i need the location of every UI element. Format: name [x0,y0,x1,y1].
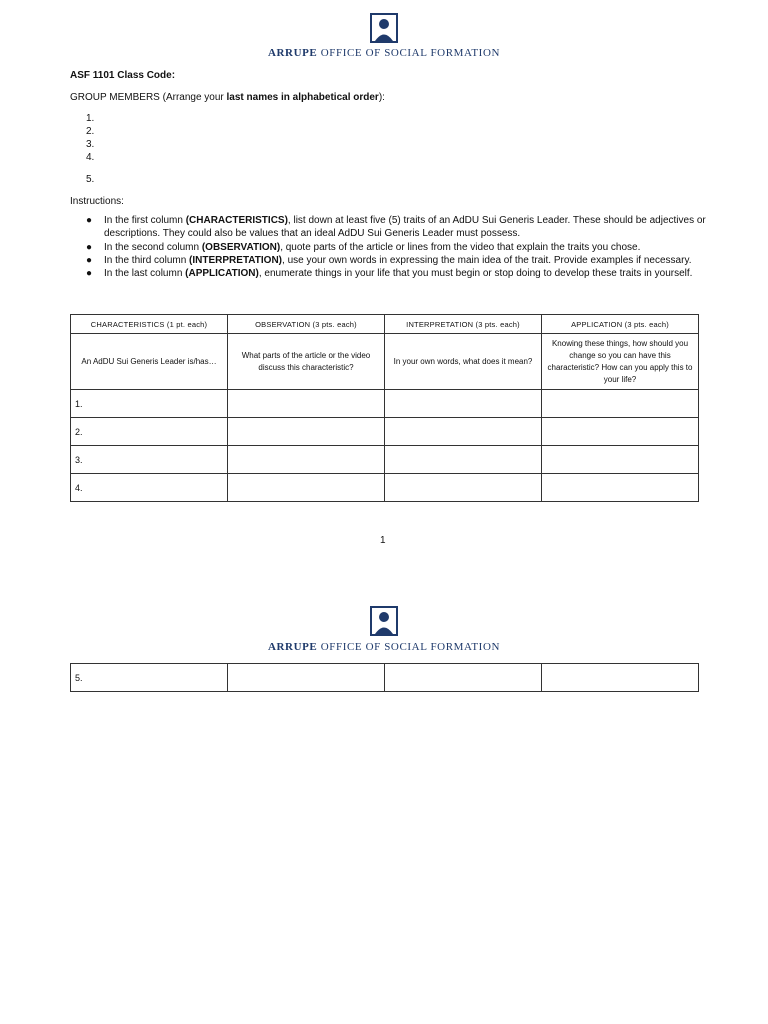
answer-cell[interactable] [385,390,542,418]
answer-cell[interactable] [385,474,542,502]
answer-cell[interactable] [228,390,385,418]
answer-cell[interactable] [542,474,699,502]
column-header: OBSERVATION (3 pts. each) [228,315,385,334]
answer-cell[interactable] [228,474,385,502]
instructions-label: Instructions: [70,196,124,207]
instruction-item: ● In the second column (OBSERVATION), quote parts of the article or lines from the video that explain the traits you chose. [86,241,641,253]
page-number: 1 [380,535,386,546]
member-item: 1. [86,113,95,124]
prompt-cell: An AdDU Sui Generis Leader is/has… [71,334,228,390]
table-row [71,390,699,418]
instructions-list [86,214,706,280]
row-number-cell[interactable]: 2. [71,418,228,446]
class-code-label: ASF 1101 Class Code: [70,70,176,81]
university-seal-icon [370,606,398,636]
table-prompt-row [71,334,699,390]
column-header: CHARACTERISTICS (1 pt. each) [71,315,228,334]
university-seal-icon [370,13,398,43]
table-row [71,418,699,446]
member-item: 3. [86,139,95,150]
column-header: INTERPRETATION (3 pts. each) [385,315,542,334]
office-title: ARRUPE OFFICE OF SOCIAL FORMATION [267,641,501,653]
prompt-cell: What parts of the article or the video discuss this characteristic? [228,334,385,390]
answer-cell[interactable] [542,418,699,446]
answer-cell[interactable] [228,664,385,692]
table-row [71,474,699,502]
answer-cell[interactable] [542,446,699,474]
row-number-cell[interactable]: 4. [71,474,228,502]
answer-cell[interactable] [385,418,542,446]
table-row [71,664,699,692]
answer-cell[interactable] [542,390,699,418]
member-item: 2. [86,126,95,137]
prompt-cell: In your own words, what does it mean? [385,334,542,390]
answer-cell[interactable] [228,446,385,474]
member-item: 5. [86,174,95,185]
row-number-cell[interactable]: 3. [71,446,228,474]
row-number-cell[interactable]: 5. [71,664,228,692]
instruction-item: ● In the third column (INTERPRETATION), use your own words in expressing the main idea of the trait. Provide examples if necessary. [86,254,692,266]
traits-table [70,314,699,502]
prompt-cell: Knowing these things, how should you change so you can have this characteristic? How can you apply this to your life? [542,334,699,390]
table-row [71,446,699,474]
answer-cell[interactable] [542,664,699,692]
member-item: 4. [86,152,95,163]
group-members-heading: GROUP MEMBERS (Arrange your last names in alphabetical order): [70,92,385,103]
table-header-row [71,315,699,334]
row-number-cell[interactable]: 1. [71,390,228,418]
answer-cell[interactable] [228,418,385,446]
instruction-item: ● In the first column (CHARACTERISTICS), list down at least five (5) traits of an AdDU Sui Generis Leader. These should be adjectives or descriptions. They could also be values that an ideal AdDU Sui Generis Leader must possess. [86,215,706,240]
answer-cell[interactable] [385,446,542,474]
instruction-item: ● In the last column (APPLICATION), enumerate things in your life that you must begin or stop doing to develop these traits in yourself. [86,268,693,280]
column-header: APPLICATION (3 pts. each) [542,315,699,334]
traits-table-continued [70,663,699,692]
answer-cell[interactable] [385,664,542,692]
office-title: ARRUPE OFFICE OF SOCIAL FORMATION [267,47,501,59]
member-list [86,112,94,186]
